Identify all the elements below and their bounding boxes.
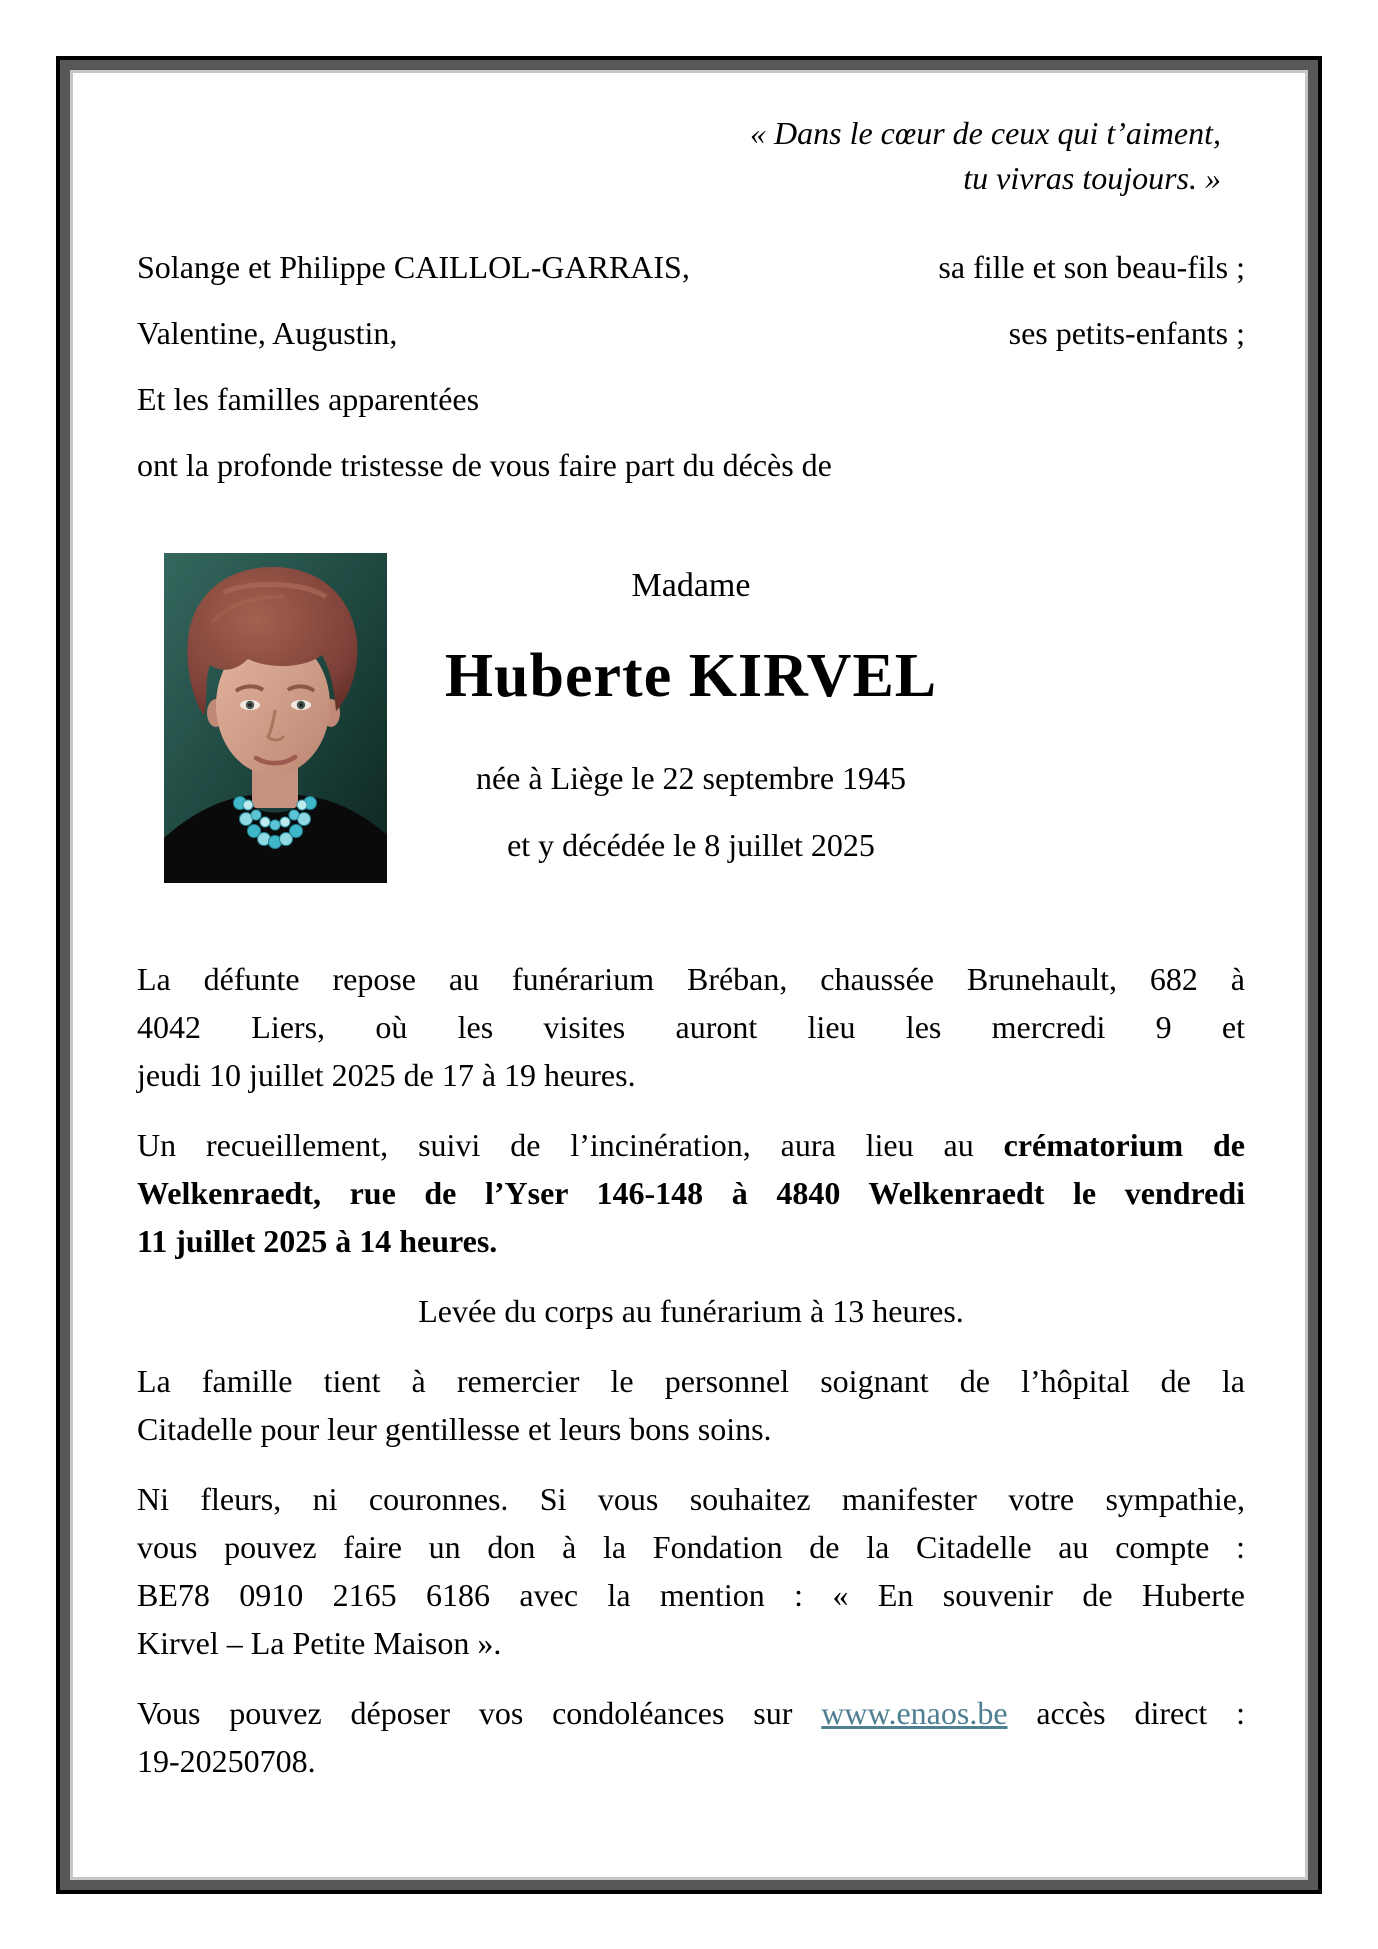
notice-line <box>137 1217 1245 1265</box>
notice-line: Ni fleurs, ni couronnes. Si vous souhaitez manifester votre sympathie, <box>137 1481 1245 1517</box>
family-names: Valentine, Augustin, <box>137 315 398 351</box>
notice-line: Levée du corps au funérarium à 13 heures. <box>418 1293 964 1329</box>
access-direct-text: accès direct : <box>1007 1695 1246 1731</box>
paragraph-levee <box>137 1287 1245 1335</box>
family-row-daughter <box>137 251 1245 284</box>
crematorium-name: crématorium de <box>1003 1127 1246 1163</box>
announcement-text: ont la profonde tristesse de vous faire part du décès de <box>137 447 832 483</box>
condolences-text: Vous pouvez déposer vos condoléances sur <box>137 1695 822 1731</box>
memorial-card-content <box>70 70 1308 1880</box>
paragraph-thanks <box>137 1357 1245 1453</box>
deceased-name: Huberte KIRVEL <box>444 642 938 710</box>
notice-line <box>137 1689 1245 1737</box>
epitaph-quote-line2: tu vivras toujours. » <box>963 160 1221 196</box>
reference-number: 19-20250708. <box>137 1743 316 1779</box>
notice-line: Citadelle pour leur gentillesse et leurs bons soins. <box>137 1411 772 1447</box>
family-names: Solange et Philippe CAILLOL-GARRAIS, <box>137 249 690 285</box>
funeral-notice <box>137 955 1245 1785</box>
cremation-datetime: 11 juillet 2025 à 14 heures. <box>137 1223 498 1259</box>
paragraph-visitation <box>137 955 1245 1099</box>
notice-line: Kirvel – La Petite Maison ». <box>137 1625 502 1661</box>
deceased-identity-section <box>137 515 1245 930</box>
family-relation: ses petits-enfants ; <box>1008 315 1245 351</box>
cremation-intro: Un recueillement, suivi de l’incinération, aura lieu au <box>137 1127 1004 1163</box>
notice-line: BE78 0910 2165 6186 avec la mention : « En souvenir de Huberte <box>137 1577 1245 1613</box>
frame-mid-band <box>60 60 1318 1890</box>
family-names: Et les familles apparentées <box>137 381 480 417</box>
family-list <box>137 251 1245 482</box>
announcement-line <box>137 449 1245 482</box>
paragraph-cremation <box>137 1121 1245 1265</box>
notice-line: vous pouvez faire un don à la Fondation de la Citadelle au compte : <box>137 1529 1245 1565</box>
notice-line: jeudi 10 juillet 2025 de 17 à 19 heures. <box>137 1057 636 1093</box>
crematorium-address: Welkenraedt, rue de l’Yser 146-148 à 4840 Welkenraedt le vendredi <box>137 1175 1245 1211</box>
memorial-card-frame <box>56 56 1322 1894</box>
deceased-title: Madame <box>631 567 751 604</box>
notice-line: La défunte repose au funérarium Bréban, chaussée Brunehault, 682 à <box>137 961 1245 997</box>
condolences-link[interactable]: www.enaos.be <box>821 1695 1008 1731</box>
death-line: et y décédée le 8 juillet 2025 <box>507 827 875 863</box>
epitaph-quote-line1: « Dans le cœur de ceux qui t’aiment, <box>750 115 1221 151</box>
birth-line: née à Liège le 22 septembre 1945 <box>475 760 907 796</box>
notice-line: 4042 Liers, où les visites auront lieu les mercredi 9 et <box>137 1009 1245 1045</box>
notice-line <box>137 1169 1245 1217</box>
epitaph-quote <box>137 111 1245 201</box>
paragraph-condolences <box>137 1689 1245 1785</box>
family-row-related <box>137 383 1245 416</box>
family-row-grandchildren <box>137 317 1245 350</box>
notice-line <box>137 1121 1245 1169</box>
notice-line: La famille tient à remercier le personnel soignant de l’hôpital de la <box>137 1363 1245 1399</box>
paragraph-donations <box>137 1475 1245 1667</box>
family-relation: sa fille et son beau-fils ; <box>938 249 1245 285</box>
